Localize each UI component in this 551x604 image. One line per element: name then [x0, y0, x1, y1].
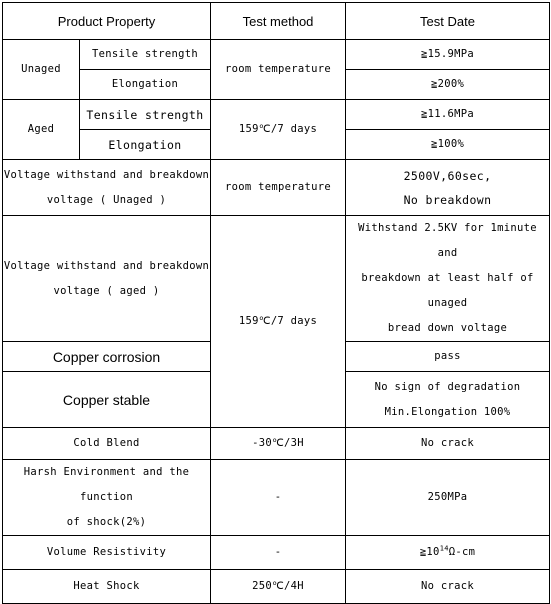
unaged-tensile-value: ≧15.9MPa: [346, 40, 550, 70]
unaged-elongation-label: Elongation: [80, 70, 211, 100]
voltage-unaged-label-line2: voltage ( Unaged ): [46, 193, 167, 206]
header-row: [3, 3, 550, 40]
voltage-aged-label-line1: Voltage withstand and breakdown: [3, 259, 210, 272]
aged-method: 159℃/7 days: [211, 100, 346, 160]
harsh-env-value: 250MPa: [346, 460, 550, 536]
heat-shock-value: No crack: [346, 570, 550, 604]
voltage-aged-label: [3, 216, 211, 342]
table-row: [3, 40, 550, 70]
unaged-label: Unaged: [3, 40, 80, 100]
header-test-date: Test Date: [346, 3, 550, 40]
volume-value-exponent: 14: [439, 544, 449, 553]
volume-resistivity-value: [346, 536, 550, 570]
aged-tensile-value: ≧11.6MPa: [346, 100, 550, 130]
header-product-property: Product Property: [3, 3, 211, 40]
harsh-env-label-line2: of shock(2%): [66, 516, 147, 528]
spec-table-container: [2, 2, 550, 604]
harsh-env-method: -: [211, 460, 346, 536]
table-row: [3, 536, 550, 570]
volume-value-suffix: Ω-cm: [448, 546, 476, 558]
heat-shock-method: 250℃/4H: [211, 570, 346, 604]
voltage-unaged-value-line2: No breakdown: [403, 192, 492, 207]
voltage-aged-value-line1: Withstand 2.5KV for 1minute and: [358, 222, 537, 259]
volume-resistivity-label: Volume Resistivity: [3, 536, 211, 570]
table-row: [3, 570, 550, 604]
copper-stable-value: [346, 372, 550, 428]
table-row: [3, 160, 550, 216]
table-row: [3, 428, 550, 460]
aged-group-method: 159℃/7 days: [211, 216, 346, 428]
table-row: [3, 100, 550, 130]
cold-blend-method: -30℃/3H: [211, 428, 346, 460]
voltage-unaged-label: [3, 160, 211, 216]
voltage-aged-value-line2: breakdown at least half of unaged: [361, 272, 534, 309]
aged-elongation-value: ≧100%: [346, 130, 550, 160]
copper-stable-value-line2: Min.Elongation 100%: [384, 405, 511, 418]
unaged-tensile-label: Tensile strength: [80, 40, 211, 70]
voltage-aged-value: [346, 216, 550, 342]
table-row: [3, 460, 550, 536]
spec-table: [2, 2, 550, 604]
copper-corrosion-label: Copper corrosion: [3, 342, 211, 372]
heat-shock-label: Heat Shock: [3, 570, 211, 604]
volume-resistivity-method: -: [211, 536, 346, 570]
voltage-unaged-value-line1: 2500V,60sec,: [403, 168, 492, 183]
voltage-aged-value-line3: bread down voltage: [387, 322, 508, 334]
copper-stable-label: Copper stable: [3, 372, 211, 428]
table-row: [3, 216, 550, 342]
voltage-unaged-value: [346, 160, 550, 216]
aged-elongation-label: Elongation: [80, 130, 211, 160]
harsh-env-label: [3, 460, 211, 536]
aged-tensile-label: Tensile strength: [80, 100, 211, 130]
voltage-unaged-label-line1: Voltage withstand and breakdown: [3, 168, 210, 181]
unaged-method: room temperature: [211, 40, 346, 100]
cold-blend-value: No crack: [346, 428, 550, 460]
cold-blend-label: Cold Blend: [3, 428, 211, 460]
voltage-aged-label-line2: voltage ( aged ): [53, 284, 160, 297]
aged-label: Aged: [3, 100, 80, 160]
harsh-env-label-line1: Harsh Environment and the function: [23, 466, 190, 503]
copper-corrosion-value: pass: [346, 342, 550, 372]
header-test-method: Test method: [211, 3, 346, 40]
voltage-unaged-method: room temperature: [211, 160, 346, 216]
unaged-elongation-value: ≧200%: [346, 70, 550, 100]
copper-stable-value-line1: No sign of degradation: [374, 380, 521, 393]
volume-value-prefix: ≧10: [419, 546, 440, 558]
